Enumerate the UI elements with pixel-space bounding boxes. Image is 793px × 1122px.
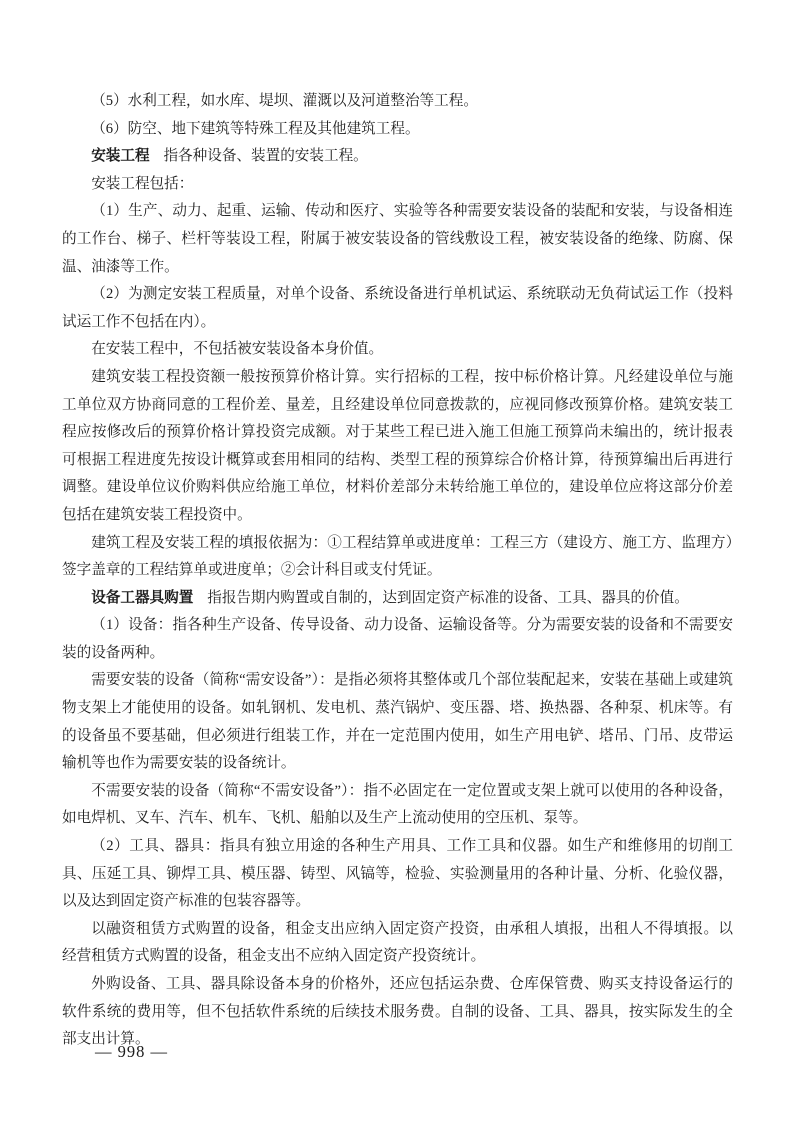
page-number: — 998 —: [95, 1042, 168, 1061]
paragraph-with-term: [62, 143, 733, 171]
text-block: [62, 88, 733, 1054]
paragraph: （1）设备：指各种生产设备、传导设备、动力设备、运输设备等。分为需要安装的设备和不需要安装的设备两种。: [62, 617, 733, 661]
paragraph: 在安装工程中，不包括被安装设备本身价值。: [91, 341, 384, 358]
term-label: 设备工器具购置: [91, 589, 194, 606]
paragraph: 建筑安装工程投资额一般按预算价格计算。实行招标的工程，按中标价格计算。凡经建设单位与施工单位双方协商同意的工程价差、量差，且经建设单位同意拨款的，应视同修改预算价格。建筑安装工程应按修改后的预算价格计算投资完成额。对于某些工程已进入施工但施工预算尚未编出的，统计报表可根据工程进度先按设计概算或套用相同的结构、类型工程的预算综合价格计算，待预算编出后再进行调整。建设单位议价购料供应给施工单位，材料价差部分未转给施工单位的，建设单位应将这部分价差包括在建筑安装工程投资中。: [62, 368, 733, 523]
paragraph: （6）防空、地下建筑等特殊工程及其他建筑工程。: [91, 120, 420, 137]
term-label: 安装工程: [91, 148, 150, 165]
paragraph-text: 指报告期内购置或自制的，达到固定资产标准的设备、工具、器具的价值。: [207, 589, 689, 606]
paragraph: 以融资租赁方式购置的设备，租金支出应纳入固定资产投资，由承租人填报，出租人不得填报。以经营租赁方式购置的设备，租金支出不应纳入固定资产投资统计。: [62, 920, 733, 965]
paragraph: （5）水利工程，如水库、堤坝、灌溉以及河道整治等工程。: [91, 93, 478, 109]
paragraph: 外购设备、工具、器具除设备本身的价格外，还应包括运杂费、仓库保管费、购买支持设备运行的软件系统的费用等，但不包括软件系统的后续技术服务费。自制的设备、工具、器具，按实际发生的全部支出计算。: [62, 976, 733, 1048]
paragraph: 安装工程包括：: [91, 175, 194, 192]
paragraph-text: 指各种设备、装置的安装工程。: [163, 148, 368, 165]
paragraph: （2）为测定安装工程质量，对单个设备、系统设备进行单机试运、系统联动无负荷试运工作（投料试运工作不包括在内）。: [62, 286, 733, 330]
paragraph: 需要安装的设备（简称“需安设备”）：是指必须将其整体或几个部位装配起来，安装在基础上或建筑物支架上才能使用的设备。如轧钢机、发电机、蒸汽锅炉、变压器、塔、换热器、各种泵、机床等。有的设备虽不要基础，但必须进行组装工作，并在一定范围内使用，如生产用电铲、塔吊、门吊、皮带运输机等也作为需要安装的设备统计。: [62, 672, 733, 772]
paragraph: （1）生产、动力、起重、运输、传动和医疗、实验等各种需要安装设备的装配和安装，与设备相连的工作台、梯子、栏杆等装设工程，附属于被安装设备的管线敷设工程，被安装设备的绝缘、防腐、保温、油漆等工作。: [62, 203, 733, 275]
paragraph: 建筑工程及安装工程的填报依据为：①工程结算单或进度单：工程三方（建设方、施工方、监理方）签字盖章的工程结算单或进度单；②会计科目或支付凭证。: [62, 534, 733, 579]
paragraph-with-term: [62, 585, 733, 613]
paragraph: （2）工具、器具：指具有独立用途的各种生产用具、工作工具和仪器。如生产和维修用的切削工具、压延工具、铆焊工具、模压器、铸型、风镐等，检验、实验测量用的各种计量、分析、化验仪器，以及达到固定资产标准的包装容器等。: [62, 838, 733, 910]
paragraph: 不需要安装的设备（简称“不需安设备”）：指不必固定在一定位置或支架上就可以使用的各种设备，如电焊机、叉车、汽车、机车、飞机、船舶以及生产上流动使用的空压机、泵等。: [62, 782, 733, 827]
